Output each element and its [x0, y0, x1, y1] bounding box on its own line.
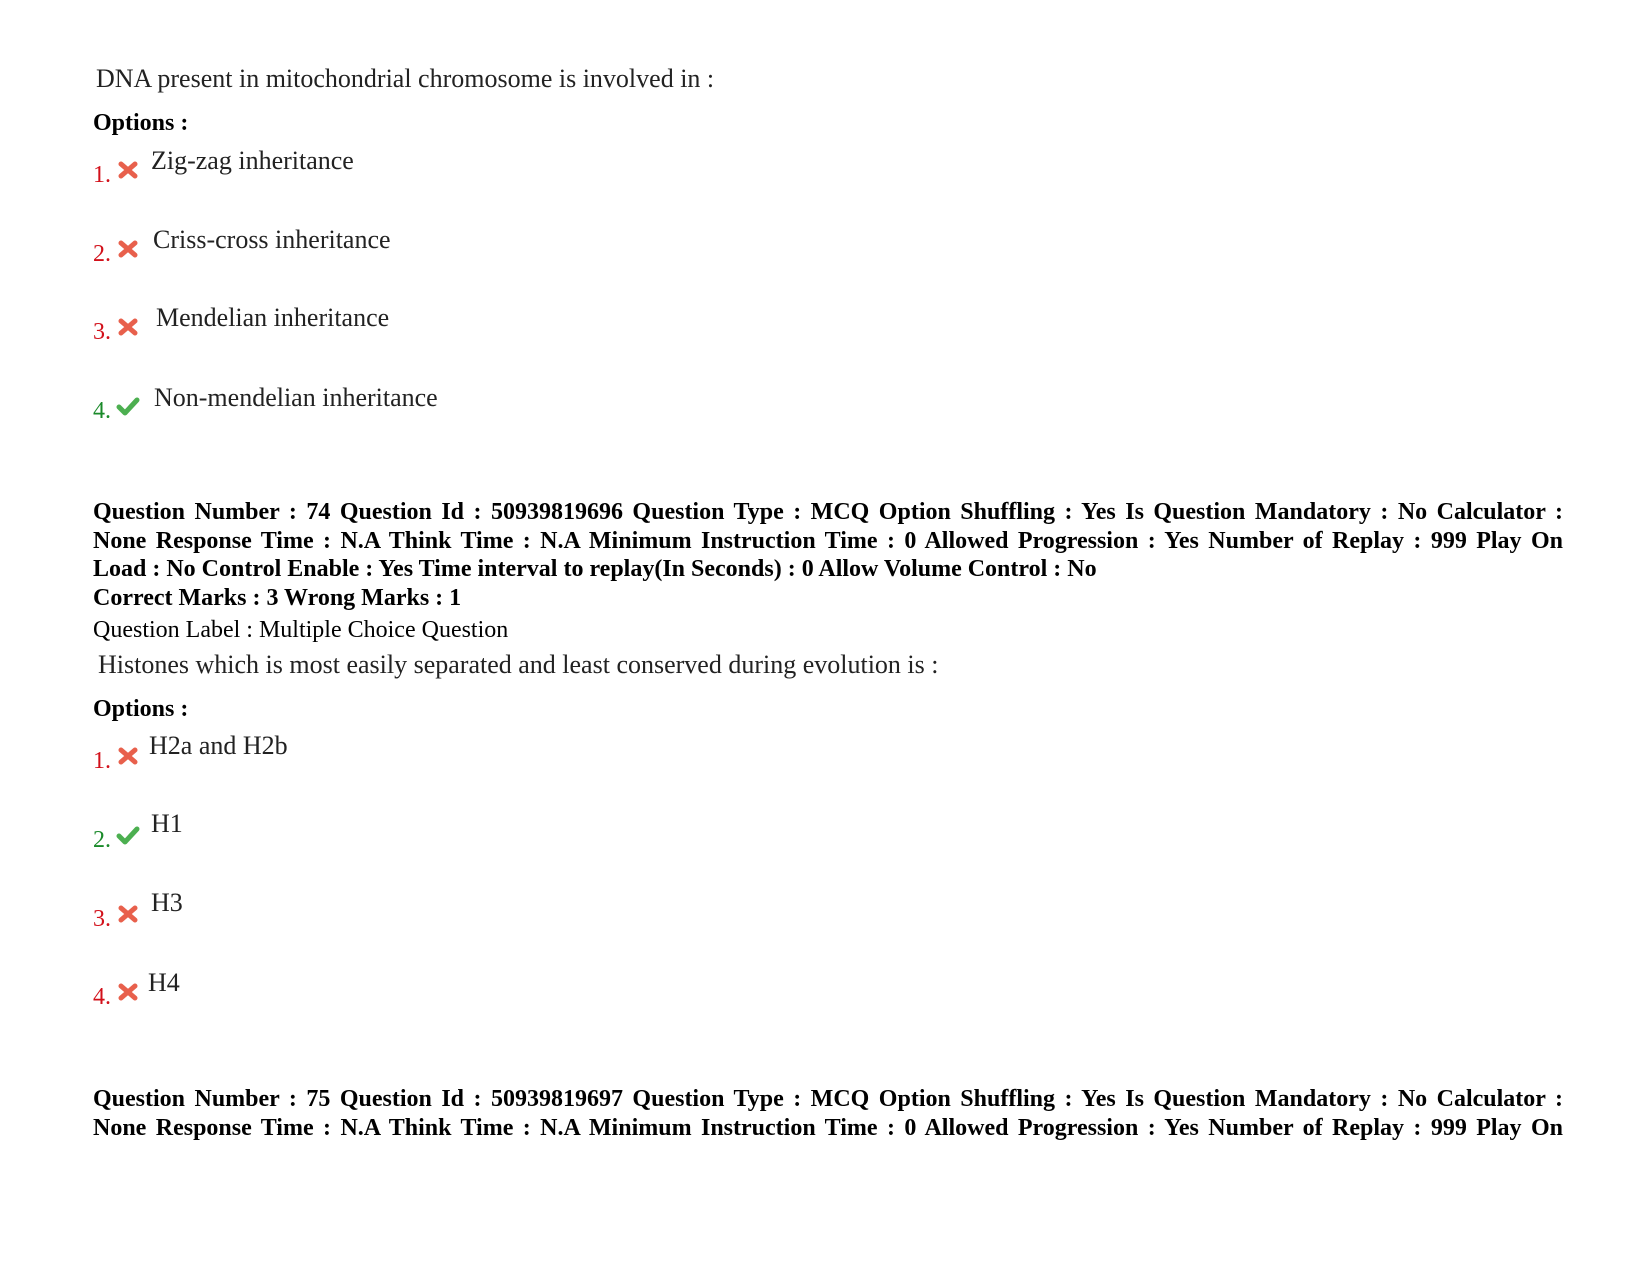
option-text: H3: [151, 888, 183, 917]
meta-line: None Response Time : N.A Think Time : N.A Minimum Instruction Time : 0 Allowed Progression : Yes Number of Replay : 999 Play On: [93, 527, 1563, 554]
question-meta: [93, 498, 1563, 584]
cross-icon: [117, 160, 139, 180]
options-label: Options :: [93, 696, 189, 722]
check-icon: [116, 396, 140, 416]
cross-icon: [117, 317, 139, 337]
option-text: Criss-cross inheritance: [153, 225, 391, 254]
cross-icon: [117, 239, 139, 259]
option-number: 1.: [93, 162, 111, 188]
question-text: Histones which is most easily separated and least conserved during evolution is :: [98, 650, 939, 679]
meta-line: Question Number : 75 Question Id : 50939819697 Question Type : MCQ Option Shuffling : Yes Is Question Mandatory : No Calculator :: [93, 1086, 1563, 1112]
option-number: 1.: [93, 748, 111, 774]
options-label: Options :: [93, 110, 189, 136]
option-text: Zig-zag inheritance: [151, 146, 354, 175]
option-number: 2.: [93, 241, 111, 267]
cross-icon: [117, 982, 139, 1002]
option-number: 3.: [93, 319, 111, 345]
option-number: 3.: [93, 906, 111, 932]
question-label: Question Label : Multiple Choice Question: [93, 617, 509, 643]
option-text: H4: [148, 968, 180, 997]
meta-line: Question Number : 74 Question Id : 50939819696 Question Type : MCQ Option Shuffling : Yes Is Question Mandatory : No Calculator :: [93, 499, 1563, 525]
option-text: H1: [151, 809, 183, 838]
cross-icon: [117, 904, 139, 924]
option-text: Non-mendelian inheritance: [154, 383, 438, 412]
option-number: 2.: [93, 827, 111, 853]
question-text: DNA present in mitochondrial chromosome is involved in :: [96, 64, 715, 93]
option-number: 4.: [93, 398, 111, 424]
option-text: Mendelian inheritance: [156, 303, 390, 332]
cross-icon: [117, 746, 139, 766]
check-icon: [116, 825, 140, 845]
marks-info: Correct Marks : 3 Wrong Marks : 1: [93, 585, 462, 611]
option-number: 4.: [93, 984, 111, 1010]
meta-line: None Response Time : N.A Think Time : N.A Minimum Instruction Time : 0 Allowed Progression : Yes Number of Replay : 999 Play On: [93, 1114, 1563, 1141]
question-meta: [93, 1085, 1563, 1142]
option-text: H2a and H2b: [149, 731, 288, 760]
meta-line: Load : No Control Enable : Yes Time interval to replay(In Seconds) : 0 Allow Volume Control : No: [93, 556, 1097, 582]
